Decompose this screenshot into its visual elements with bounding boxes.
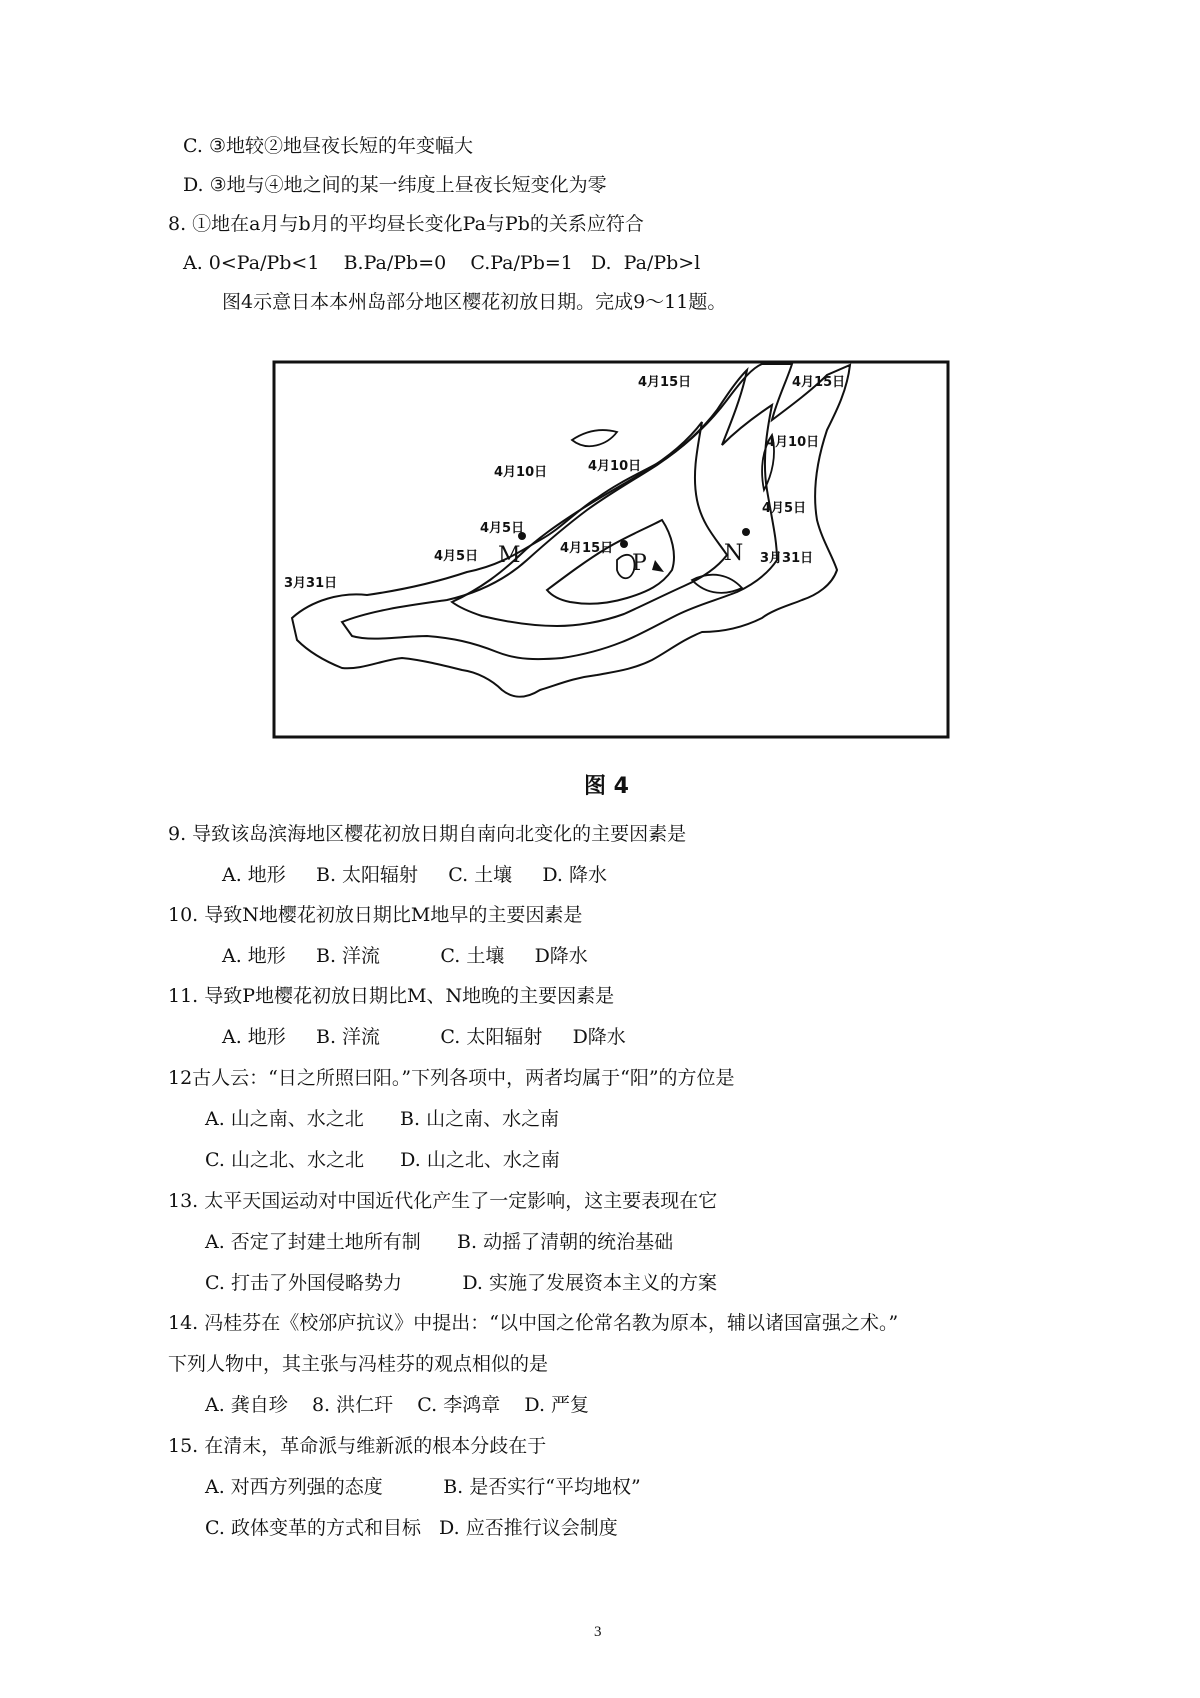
label-apr10-c: 4月10日 (766, 435, 820, 450)
page-number: 3 (594, 1624, 602, 1640)
label-apr5-b: 4月5日 (434, 549, 479, 564)
question-8-options: A. 0<Pa/Pb<1 B.Pa/Pb=0 C.Pa/Pb=1 D. Pa/Pb>l (183, 252, 701, 274)
question-9-options: A. 地形 B. 太阳辐射 C. 土壤 D. 降水 (222, 864, 608, 886)
question-14-cont: 下列人物中，其主张与冯桂芬的观点相似的是 (168, 1353, 549, 1375)
question-12: 12古人云：“日之所照曰阳。”下列各项中，两者均属于“阳”的方位是 (168, 1067, 735, 1089)
question-11-options: A. 地形 B. 洋流 C. 太阳辐射 D降水 (222, 1026, 626, 1048)
label-p: P (632, 551, 647, 576)
question-15-options-cd: C. 政体变革的方式和目标 D. 应否推行议会制度 (205, 1517, 618, 1539)
question-10-options: A. 地形 B. 洋流 C. 土壤 D降水 (222, 945, 588, 967)
question-10: 10. 导致N地樱花初放日期比M地早的主要因素是 (168, 904, 583, 926)
question-13-options-cd: C. 打击了外国侵略势力 D. 实施了发展资本主义的方案 (205, 1272, 717, 1294)
option-c-q7: C. ③地较②地昼夜长短的年变幅大 (183, 135, 473, 157)
question-13: 13. 太平天国运动对中国近代化产生了一定影响，这主要表现在它 (168, 1190, 718, 1212)
question-13-options-ab: A. 否定了封建土地所有制 B. 动摇了清朝的统治基础 (205, 1231, 674, 1253)
label-m: M (498, 543, 521, 568)
label-n: N (724, 541, 744, 566)
question-8: 8. ①地在a月与b月的平均昼长变化Pa与Pb的关系应符合 (168, 213, 644, 235)
sakura-bloom-map (272, 360, 950, 739)
label-apr5-a: 4月5日 (480, 521, 525, 536)
question-12-options-cd: C. 山之北、水之北 D. 山之北、水之南 (205, 1149, 560, 1171)
label-apr10-b: 4月10日 (588, 459, 642, 474)
label-apr15-b: 4月15日 (792, 375, 846, 390)
question-15-options-ab: A. 对西方列强的态度 B. 是否实行“平均地权” (205, 1476, 641, 1498)
label-mar31-a: 3月31日 (284, 576, 338, 591)
label-apr15-c: 4月15日 (560, 541, 614, 556)
label-apr15-a: 4月15日 (638, 375, 692, 390)
point-n-marker (742, 528, 750, 536)
question-12-options-ab: A. 山之南、水之北 B. 山之南、水之南 (205, 1108, 560, 1130)
label-apr10-a: 4月10日 (494, 465, 548, 480)
point-p-marker (620, 540, 628, 548)
question-11: 11. 导致P地樱花初放日期比M、N地晚的主要因素是 (168, 985, 615, 1007)
question-15: 15. 在清末，革命派与维新派的根本分歧在于 (168, 1435, 547, 1457)
question-14-options: A. 龚自珍 8. 洪仁玕 C. 李鸿章 D. 严复 (205, 1394, 590, 1416)
option-d-q7: D. ③地与④地之间的某一纬度上昼夜长短变化为零 (183, 174, 607, 196)
label-apr5-c: 4月5日 (762, 501, 807, 516)
figure-caption: 图 4 (584, 774, 629, 799)
figure-intro: 图4示意日本本州岛部分地区樱花初放日期。完成9～11题。 (222, 291, 727, 313)
question-14: 14. 冯桂芬在《校邠庐抗议》中提出：“以中国之伦常名教为原本，辅以诸国富强之术。” (168, 1312, 899, 1334)
label-mar31-b: 3月31日 (760, 551, 814, 566)
question-9: 9. 导致该岛滨海地区樱花初放日期自南向北变化的主要因素是 (168, 823, 687, 845)
